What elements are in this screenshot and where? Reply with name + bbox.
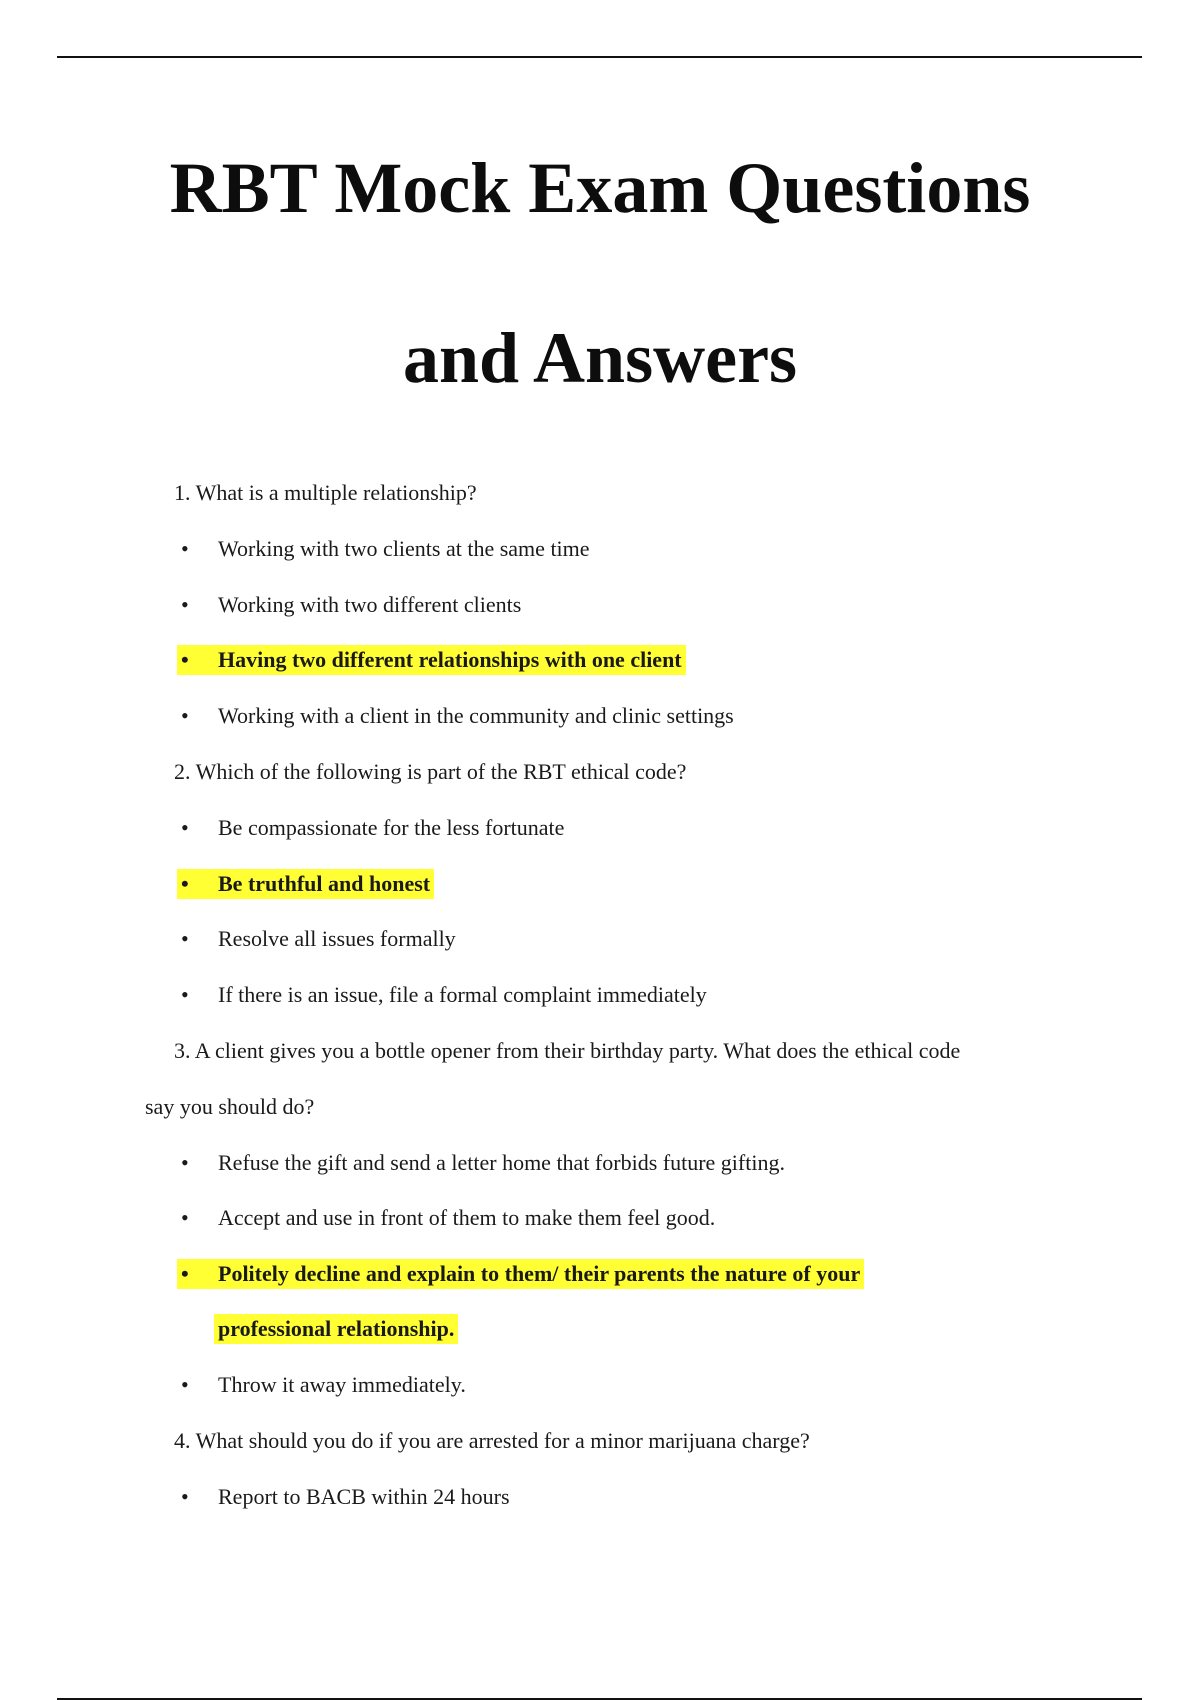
bullet: •	[181, 982, 189, 1007]
bullet: •	[181, 1484, 189, 1509]
bullet: •	[181, 926, 189, 951]
q1-option-a: • Working with two clients at the same time	[181, 534, 590, 564]
bullet: •	[181, 1261, 189, 1286]
document-title-line-1: RBT Mock Exam Questions	[169, 148, 1031, 228]
document-title-line-2: and Answers	[402, 318, 798, 398]
bullet: •	[181, 592, 189, 617]
bullet: •	[181, 1150, 189, 1175]
bullet: •	[181, 703, 189, 728]
q3-option-c-correct: • Politely decline and explain to them/ their parents the nature of your	[177, 1259, 864, 1289]
bullet: •	[181, 536, 189, 561]
q3-option-a: • Refuse the gift and send a letter home that forbids future gifting.	[181, 1148, 785, 1178]
q2-option-c: • Resolve all issues formally	[181, 924, 456, 954]
q2-option-b-correct: • Be truthful and honest	[177, 869, 434, 899]
question-4: 4. What should you do if you are arrested for a minor marijuana charge?	[174, 1428, 810, 1453]
q3-option-b: • Accept and use in front of them to make them feel good.	[181, 1203, 715, 1233]
q1-option-b: • Working with two different clients	[181, 590, 521, 620]
bullet: •	[181, 815, 189, 840]
q3-option-c-continuation: professional relationship.	[214, 1314, 458, 1344]
q1-option-c-correct: • Having two different relationships with one client	[177, 645, 686, 675]
q3-option-d: • Throw it away immediately.	[181, 1370, 466, 1400]
bullet: •	[181, 647, 189, 672]
top-rule	[57, 56, 1142, 58]
q2-option-d: • If there is an issue, file a formal complaint immediately	[181, 980, 707, 1010]
question-3-line-1: 3. A client gives you a bottle opener from their birthday party. What does the ethical code	[174, 1038, 961, 1063]
q1-option-d: • Working with a client in the community and clinic settings	[181, 701, 734, 731]
bullet: •	[181, 1372, 189, 1397]
question-1: 1. What is a multiple relationship?	[174, 480, 477, 505]
bullet: •	[181, 1205, 189, 1230]
bullet: •	[181, 871, 189, 896]
question-2: 2. Which of the following is part of the RBT ethical code?	[174, 759, 687, 784]
q4-option-a: • Report to BACB within 24 hours	[181, 1482, 510, 1512]
question-3-line-2: say you should do?	[145, 1094, 315, 1119]
q2-option-a: • Be compassionate for the less fortunate	[181, 813, 564, 843]
